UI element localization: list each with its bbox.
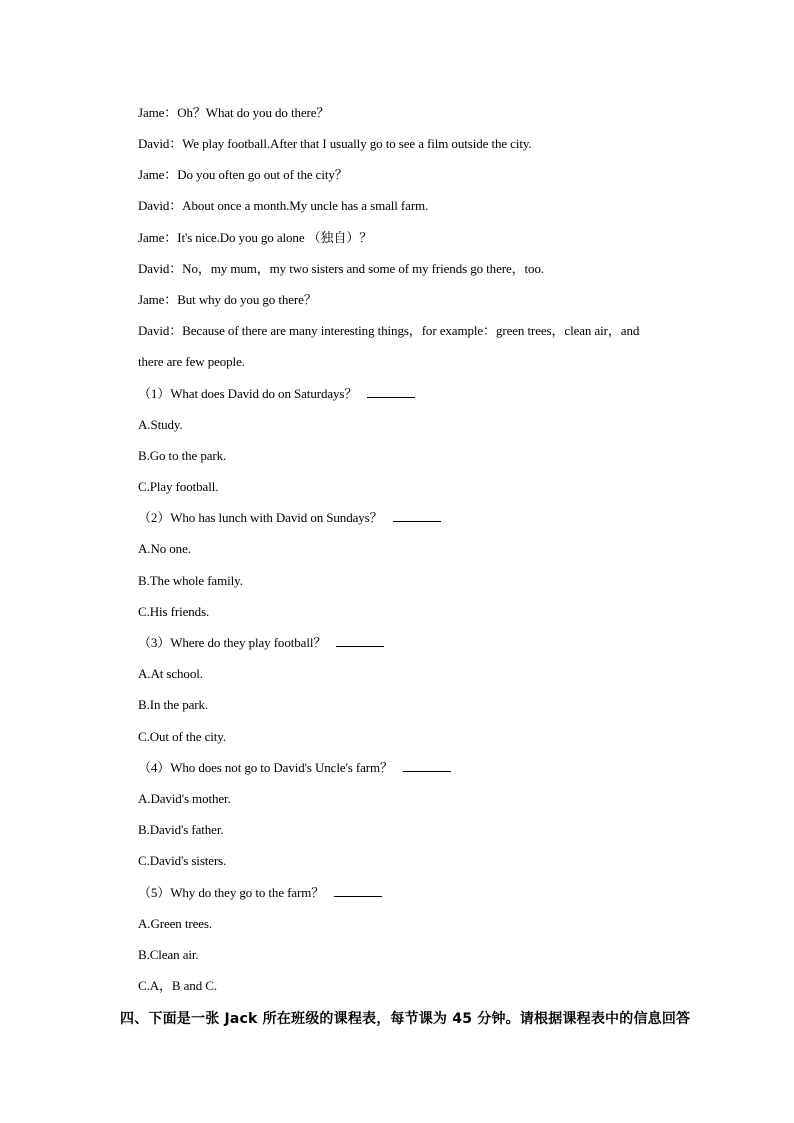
dialogue-line: Jame：Oh？What do you do there？ (138, 105, 330, 120)
question-text: （4）Who does not go to David's Uncle's farm？ (138, 760, 393, 775)
option-b: B.In the park. (138, 697, 209, 712)
option-a: A.Green trees. (138, 916, 213, 931)
question-text: （3）Where do they play football？ (138, 635, 327, 650)
option-b: B.The whole family. (138, 573, 243, 588)
option-b: B.Clean air. (138, 947, 199, 962)
dialogue-line: David：About once a month.My uncle has a small farm. (138, 198, 429, 213)
option-b: B.Go to the park. (138, 448, 227, 463)
question-stem-4 (138, 760, 698, 776)
answer-blank[interactable] (336, 635, 384, 647)
question-stem-5 (138, 885, 698, 901)
dialogue-line: David：No，my mum，my two sisters and some of my friends go there，too. (138, 261, 544, 276)
option-b: B.David's father. (138, 822, 224, 837)
option-c: C.Play football. (138, 479, 219, 494)
option-a: A.At school. (138, 666, 203, 681)
question-text: （5）Why do they go to the farm？ (138, 885, 325, 900)
answer-blank[interactable] (403, 760, 451, 772)
question-text: （2）Who has lunch with David on Sundays？ (138, 510, 383, 525)
answer-blank[interactable] (334, 885, 382, 897)
answer-blank[interactable] (393, 510, 441, 522)
question-stem-1 (138, 386, 698, 402)
option-a: A.David's mother. (138, 791, 231, 806)
answer-blank[interactable] (367, 386, 415, 398)
question-text: （1）What does David do on Saturdays？ (138, 386, 358, 401)
question-stem-2 (138, 510, 698, 526)
dialogue-line: Jame：Do you often go out of the city？ (138, 167, 348, 182)
option-c: C.David's sisters. (138, 853, 227, 868)
dialogue-line: there are few people. (138, 354, 245, 369)
section-heading: 四、下面是一张 Jack 所在班级的课程表，每节课为 45 分钟。请根据课程表中的信息回答 (120, 1011, 691, 1027)
option-c: C.His friends. (138, 604, 210, 619)
question-stem-3 (138, 635, 698, 651)
dialogue-line: Jame：But why do you go there？ (138, 292, 317, 307)
dialogue-line: Jame：It's nice.Do you go alone （独自）？ (138, 230, 373, 245)
option-a: A.No one. (138, 541, 191, 556)
dialogue-line: David：Because of there are many interesting things，for example：green trees，clean air，and (138, 323, 640, 338)
option-a: A.Study. (138, 417, 183, 432)
dialogue-line: David：We play football.After that I usually go to see a film outside the city. (138, 136, 532, 151)
option-c: C.Out of the city. (138, 729, 226, 744)
option-c: C.A，B and C. (138, 978, 217, 993)
